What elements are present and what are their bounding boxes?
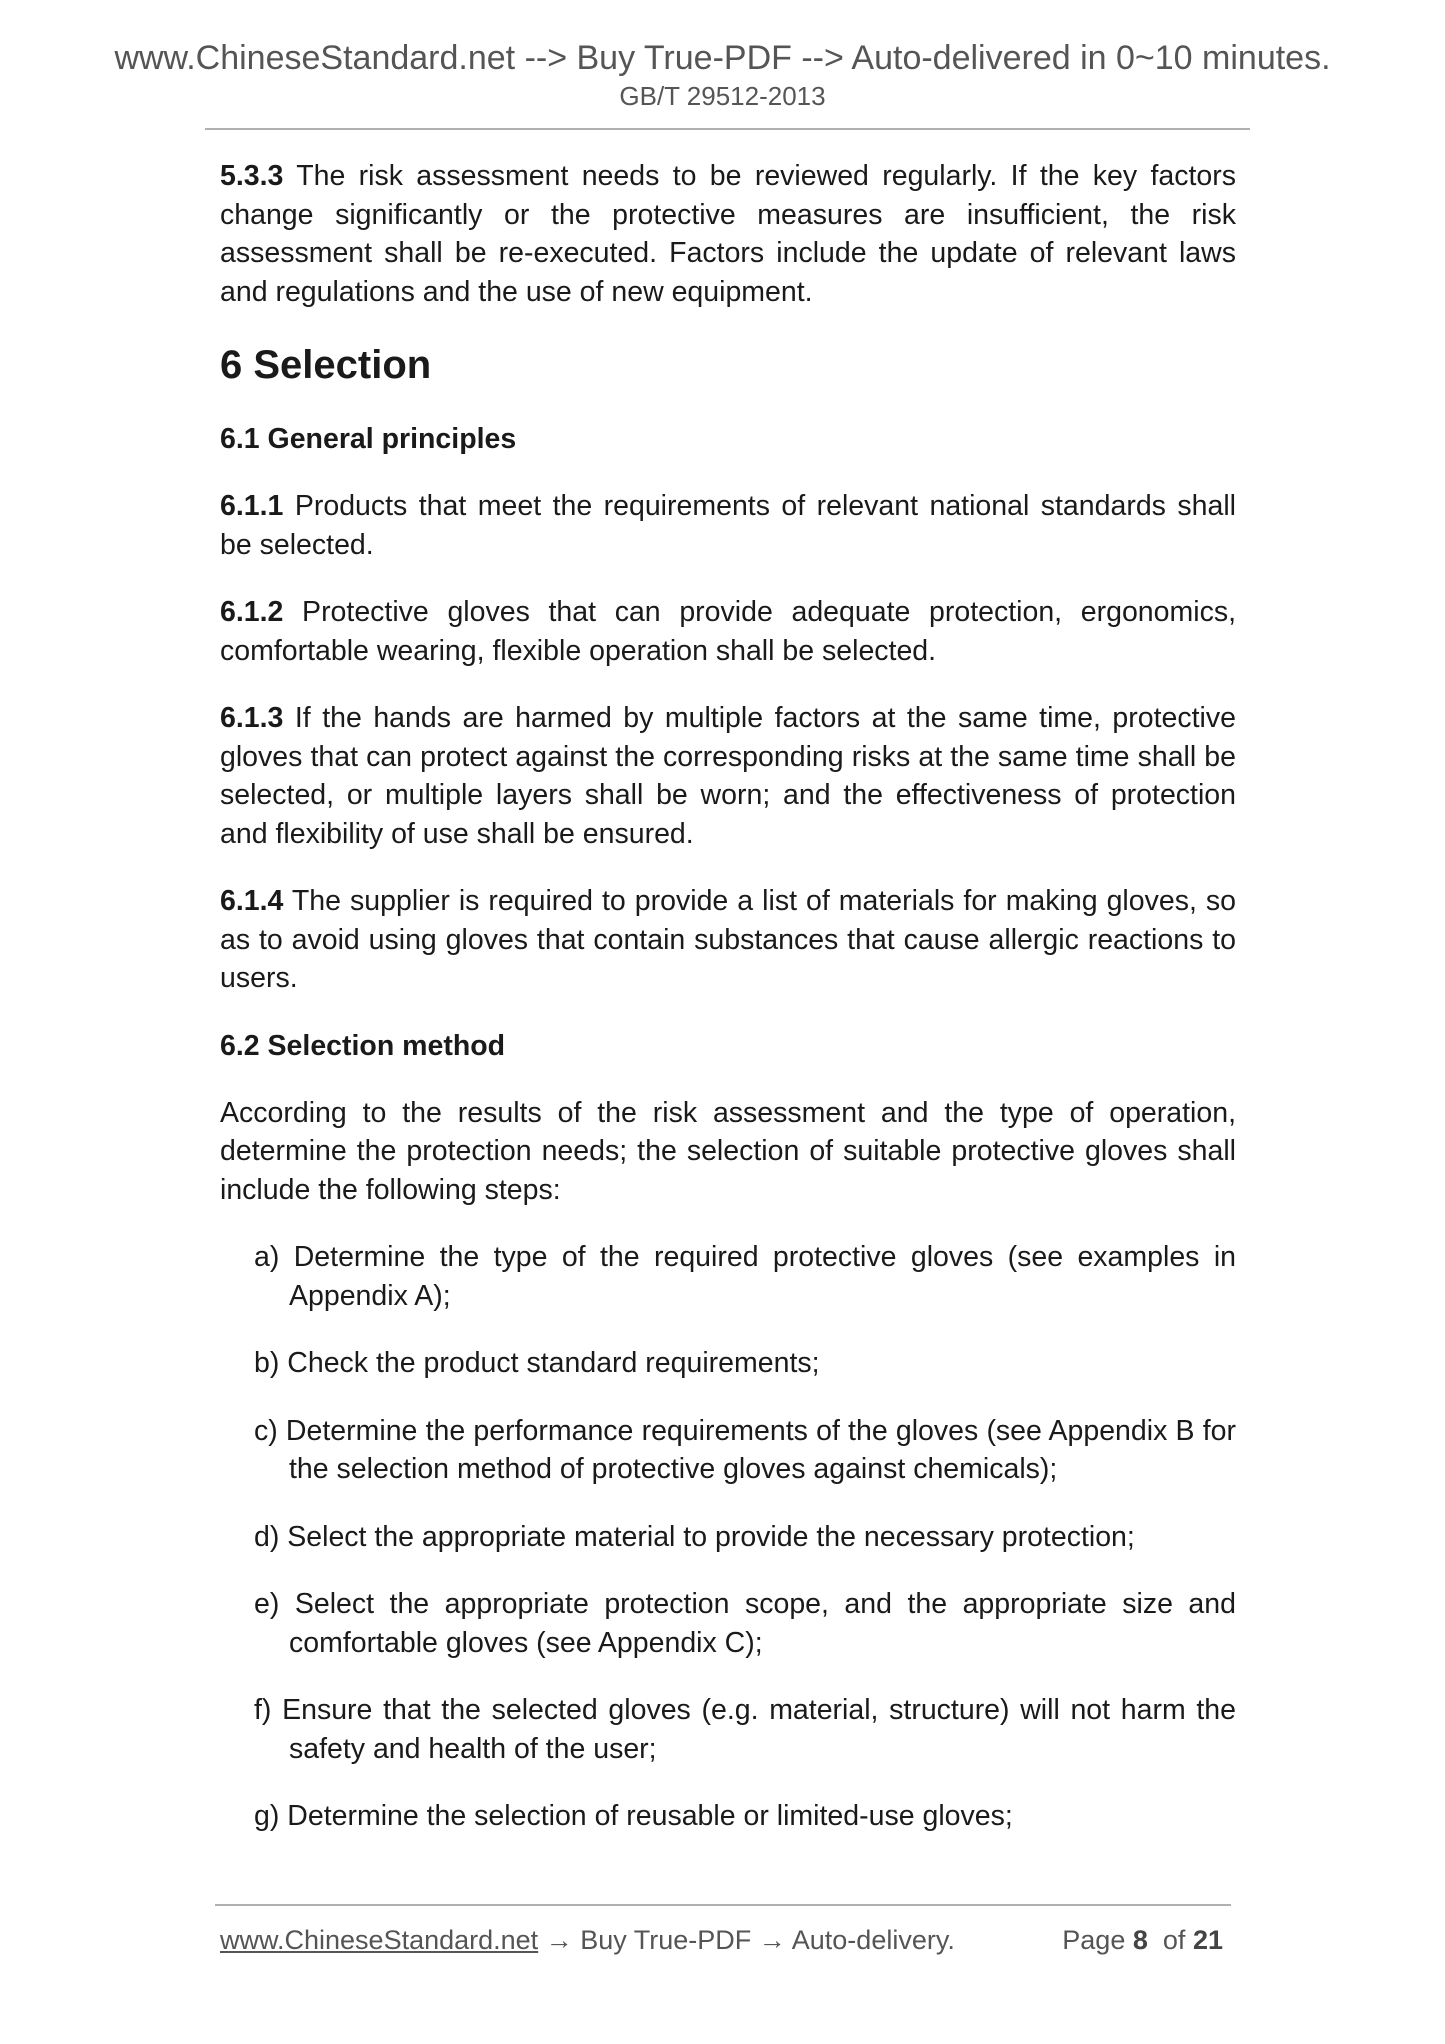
footer-divider	[215, 1904, 1231, 1906]
page-total: 21	[1192, 1925, 1223, 1955]
clause-text: If the hands are harmed by multiple factors at the same time, protective gloves that can protect against the corresponding risks at the same time shall be selected, or multiple layers shall be worn; and the effectiveness of protection and flexibility of use shall be ensured.	[220, 702, 1236, 850]
footer-delivery-text: Auto-delivery.	[791, 1925, 955, 1955]
list-item: g) Determine the selection of reusable or limited-use gloves;	[254, 1800, 1013, 1832]
subsection-heading-6-1: 6.1 General principles	[220, 423, 517, 455]
clause-number: 6.1.3	[220, 702, 284, 734]
page-number: 8	[1132, 1925, 1148, 1955]
page-indicator	[1062, 1922, 1223, 1958]
clause-text: The supplier is required to provide a list of materials for making gloves, so as to avoid using gloves that contain substances that cause allergic reactions to users.	[220, 885, 1236, 994]
list-item: f) Ensure that the selected gloves (e.g. material, structure) will not harm the safety and health of the user;	[254, 1694, 1236, 1765]
footer-buy-text: Buy True-PDF	[580, 1925, 752, 1955]
clause-text: The risk assessment needs to be reviewed regularly. If the key factors change significantly or the protective measures are insufficient, the risk assessment shall be re-executed. Factors include the update of relevant laws and regulations and the use of new equipment.	[220, 160, 1236, 308]
clause-6-1-4	[220, 882, 1236, 998]
clause-6-1-3	[220, 699, 1236, 853]
footer-links	[220, 1922, 955, 1958]
selection-method-intro: According to the results of the risk assessment and the type of operation, determine the protection needs; the selection of suitable protective gloves shall include the following steps:	[220, 1096, 1236, 1206]
clause-number: 6.1.4	[220, 885, 284, 917]
clause-6-1-2	[220, 593, 1236, 670]
list-item: b) Check the product standard requirements;	[254, 1347, 820, 1379]
clause-6-1-1	[220, 487, 1236, 564]
list-item: c) Determine the performance requirements of the gloves (see Appendix B for the selection method of protective gloves against chemicals);	[254, 1414, 1236, 1485]
clause-text: Protective gloves that can provide adequate protection, ergonomics, comfortable wearing, flexible operation shall be selected.	[220, 596, 1236, 667]
clause-5-3-3	[220, 157, 1236, 311]
arrow-right-icon: →	[538, 1925, 581, 1955]
footer-site-link[interactable]: www.ChineseStandard.net	[220, 1925, 539, 1955]
page-of-label: of	[1162, 1925, 1186, 1955]
selection-steps-list	[220, 1238, 1236, 1836]
header-divider	[205, 128, 1250, 130]
list-item: e) Select the appropriate protection scope, and the appropriate size and comfortable gloves (see Appendix C);	[254, 1588, 1236, 1659]
clause-number: 6.1.1	[220, 490, 284, 522]
clause-number: 6.1.2	[220, 596, 284, 628]
subsection-heading-6-2: 6.2 Selection method	[220, 1029, 506, 1062]
list-item: a) Determine the type of the required protective gloves (see examples in Appendix A);	[254, 1241, 1236, 1312]
clause-text: Products that meet the requirements of relevant national standards shall be selected.	[220, 490, 1236, 561]
clause-number: 5.3.3	[220, 160, 284, 192]
list-item: d) Select the appropriate material to provide the necessary protection;	[254, 1520, 1135, 1553]
section-heading-6: 6 Selection	[220, 343, 432, 387]
page-label: Page	[1062, 1925, 1126, 1955]
arrow-right-icon: →	[751, 1925, 792, 1955]
document-body	[220, 157, 1236, 1865]
header-banner: www.ChineseStandard.net --> Buy True-PDF --> Auto-delivered in 0~10 minutes.	[114, 39, 1331, 77]
standard-number: GB/T 29512-2013	[619, 81, 826, 111]
